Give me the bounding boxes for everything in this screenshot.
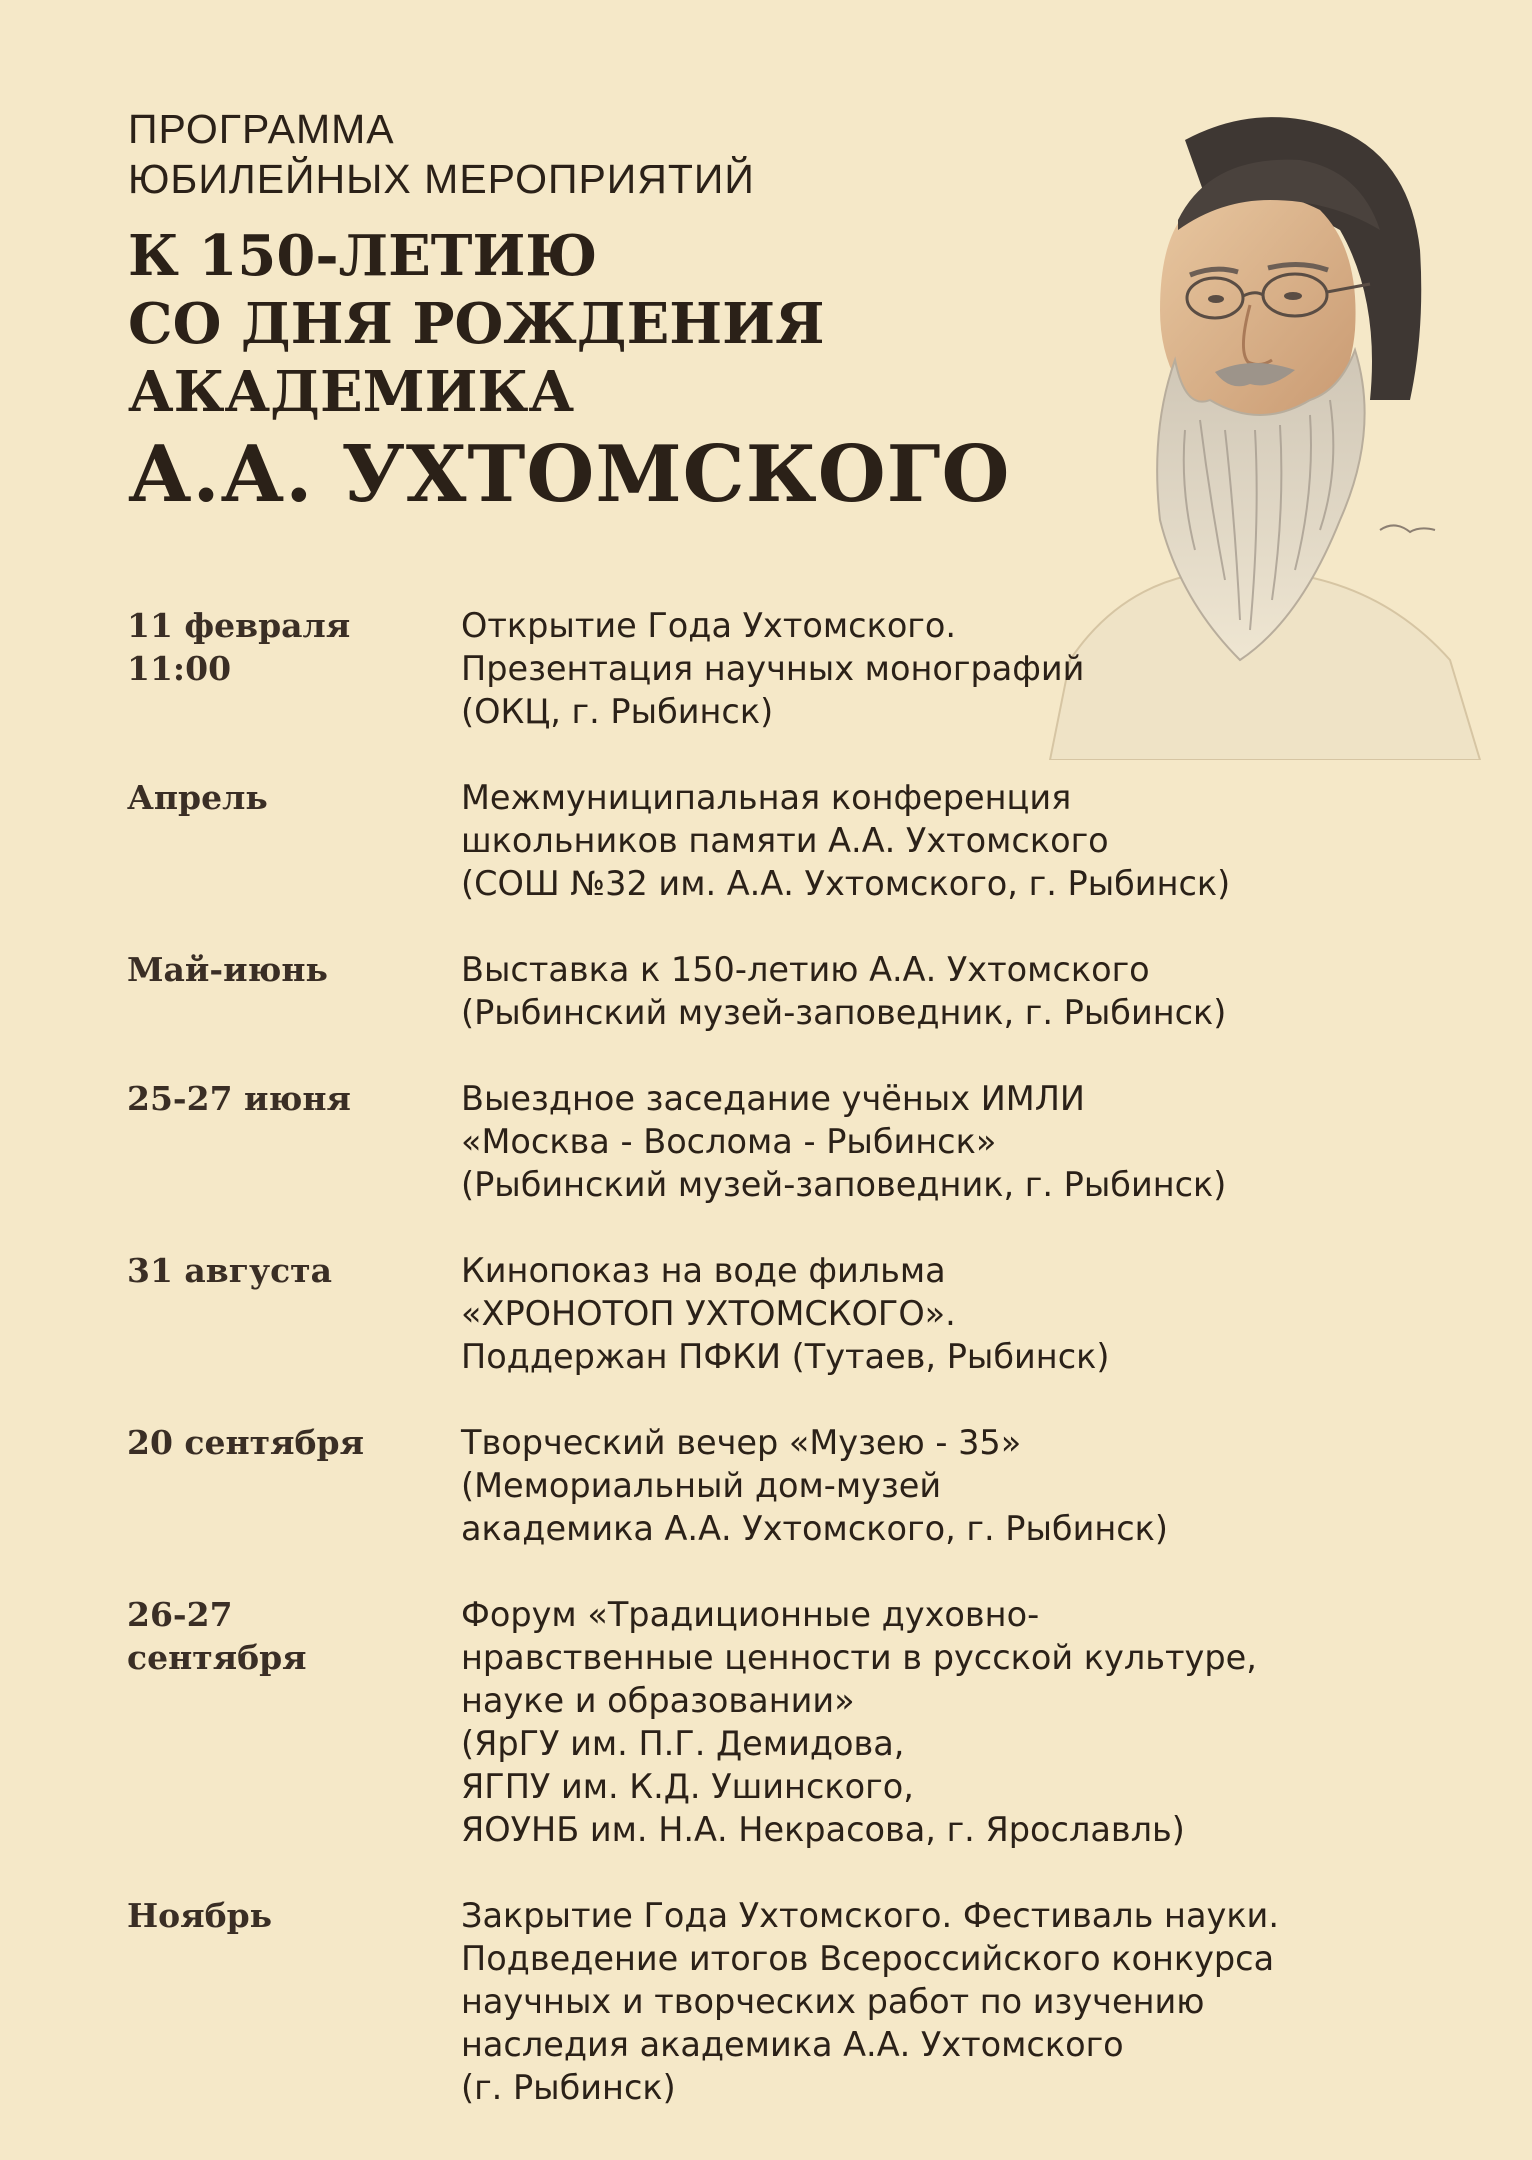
event-description-line: Творческий вечер «Музею - 35» bbox=[461, 1423, 1022, 1462]
event-description-line: академика А.А. Ухтомского, г. Рыбинск) bbox=[461, 1509, 1168, 1548]
program-title bbox=[128, 222, 824, 426]
event-description-line: (Рыбинский музей-заповедник, г. Рыбинск) bbox=[461, 1165, 1227, 1204]
event-description-line: Подведение итогов Всероссийского конкурса bbox=[461, 1939, 1275, 1978]
event-description-line: «ХРОНОТОП УХТОМСКОГО». bbox=[461, 1294, 956, 1333]
event-row bbox=[127, 776, 1427, 905]
event-description-line: Поддержан ПФКИ (Тутаев, Рыбинск) bbox=[461, 1337, 1110, 1376]
event-description-line: Кинопоказ на воде фильма bbox=[461, 1251, 946, 1290]
event-description bbox=[461, 1077, 1226, 1206]
event-date: 31 августа bbox=[127, 1251, 332, 1290]
event-description-line: нравственные ценности в русской культуре, bbox=[461, 1638, 1257, 1677]
event-description-line: (г. Рыбинск) bbox=[461, 2068, 676, 2107]
event-description-line: Закрытие Года Ухтомского. Фестиваль науки. bbox=[461, 1896, 1279, 1935]
title-line-2: СО ДНЯ РОЖДЕНИЯ bbox=[128, 291, 825, 357]
event-description-line: Форум «Традиционные духовно- bbox=[461, 1595, 1040, 1634]
event-row bbox=[127, 1421, 1427, 1550]
event-date: 20 сентября bbox=[127, 1423, 364, 1462]
event-row bbox=[127, 604, 1427, 733]
event-description-line: Выездное заседание учёных ИМЛИ bbox=[461, 1079, 1085, 1118]
event-description-line: (ОКЦ, г. Рыбинск) bbox=[461, 692, 774, 731]
event-description-line: (Мемориальный дом-музей bbox=[461, 1466, 942, 1505]
event-description bbox=[461, 1249, 1109, 1378]
event-description-line: Открытие Года Ухтомского. bbox=[461, 606, 957, 645]
event-description bbox=[461, 1593, 1257, 1851]
events-list bbox=[127, 604, 1427, 2109]
event-description bbox=[461, 604, 1084, 733]
event-description bbox=[461, 1894, 1279, 2109]
event-description-line: науке и образовании» bbox=[461, 1681, 855, 1720]
event-description bbox=[461, 1421, 1168, 1550]
event-description-line: наследия академика А.А. Ухтомского bbox=[461, 2025, 1124, 2064]
event-row bbox=[127, 948, 1427, 1034]
event-date: 25-27 июня bbox=[127, 1079, 351, 1118]
event-description-line: научных и творческих работ по изучению bbox=[461, 1982, 1205, 2021]
event-description-line: Выставка к 150-летию А.А. Ухтомского bbox=[461, 950, 1150, 989]
event-date: 26-27 сентября bbox=[127, 1595, 307, 1677]
event-date: Апрель bbox=[127, 778, 268, 817]
event-description-line: ЯОУНБ им. Н.А. Некрасова, г. Ярославль) bbox=[461, 1810, 1185, 1849]
event-description-line: «Москва - Вослома - Рыбинск» bbox=[461, 1122, 997, 1161]
subtitle-line-2: ЮБИЛЕЙНЫХ МЕРОПРИЯТИЙ bbox=[128, 156, 755, 202]
event-date: Май-июнь bbox=[127, 950, 328, 989]
event-description bbox=[461, 948, 1226, 1034]
subtitle-line-1: ПРОГРАММА bbox=[128, 106, 395, 152]
event-date: 11 февраля 11:00 bbox=[127, 606, 351, 688]
event-description-line: ЯГПУ им. К.Д. Ушинского, bbox=[461, 1767, 914, 1806]
program-subtitle bbox=[128, 104, 755, 204]
event-row bbox=[127, 1593, 1427, 1851]
academician-name: А.А. УХТОМСКОГО bbox=[128, 429, 1011, 520]
event-description-line: Презентация научных монографий bbox=[461, 649, 1085, 688]
title-line-1: К 150-ЛЕТИЮ bbox=[128, 223, 598, 289]
title-line-3: АКАДЕМИКА bbox=[128, 359, 575, 425]
event-row bbox=[127, 1894, 1427, 2109]
event-description-line: школьников памяти А.А. Ухтомского bbox=[461, 821, 1109, 860]
event-row bbox=[127, 1077, 1427, 1206]
event-description-line: (Рыбинский музей-заповедник, г. Рыбинск) bbox=[461, 993, 1227, 1032]
event-description-line: Межмуниципальная конференция bbox=[461, 778, 1072, 817]
event-row bbox=[127, 1249, 1427, 1378]
event-date: Ноябрь bbox=[127, 1896, 273, 1935]
event-description-line: (ЯрГУ им. П.Г. Демидова, bbox=[461, 1724, 905, 1763]
event-description-line: (СОШ №32 им. А.А. Ухтомского, г. Рыбинск) bbox=[461, 864, 1231, 903]
event-description bbox=[461, 776, 1230, 905]
